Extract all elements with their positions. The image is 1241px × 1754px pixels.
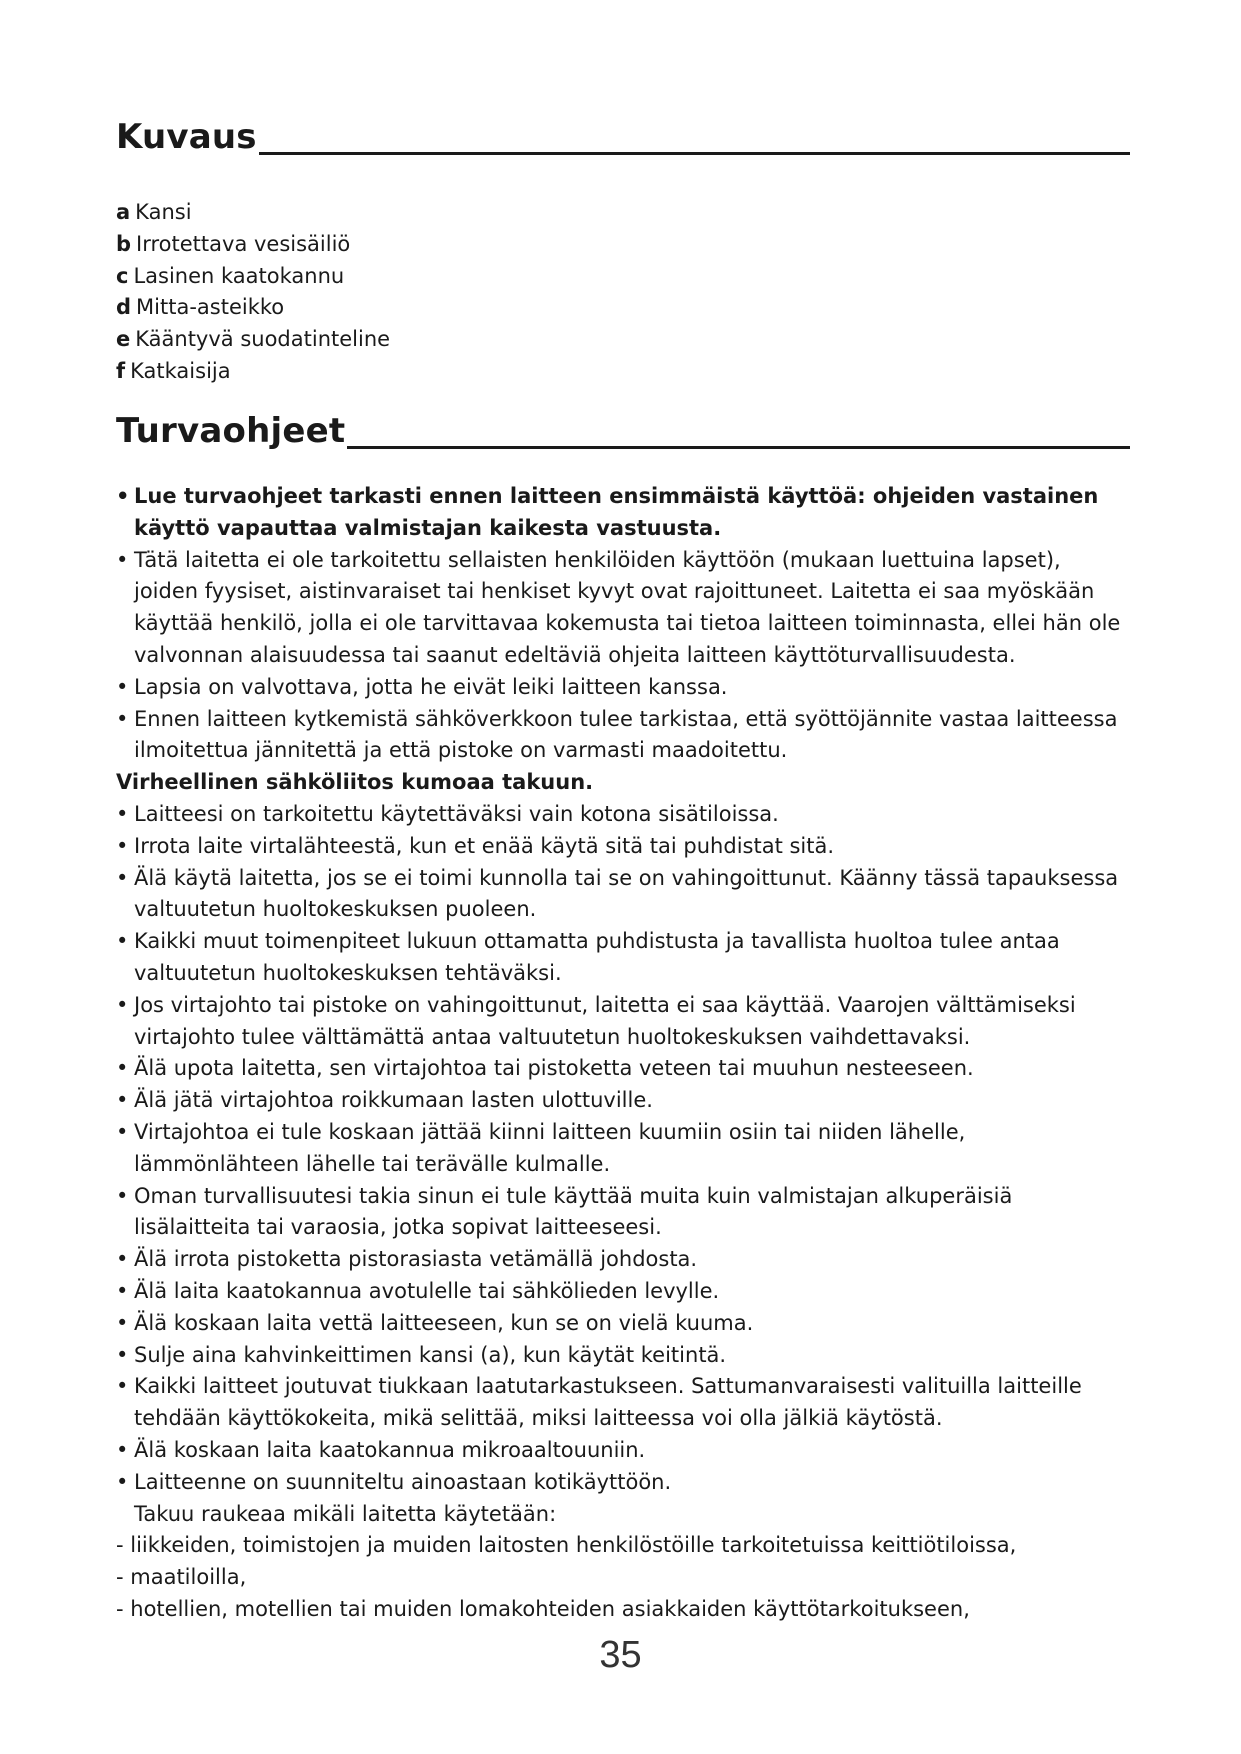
part-letter: a — [116, 200, 131, 224]
part-letter: f — [116, 358, 126, 383]
safety-item: • Lue turvaohjeet tarkasti ennen laitteen ensimmäistä käyttöä: ohjeiden vastainen käyttö vapauttaa valmistajan kaikesta vastuusta. — [116, 481, 1130, 545]
part-letter: b — [116, 231, 132, 256]
safety-item: • Tätä laitetta ei ole tarkoitettu sellaisten henkilöiden käyttöön (mukaan luettuina lapset), joiden fyysiset, aistinvaraiset tai henkiset kyvyt ovat rajoittuneet. Laitetta ei saa myöskään käyttää henkilö, jolla ei ole tarvittavaa kokemusta tai tietoa laitteen toiminnasta, ellei hän ole valvonnan alaisuudessa tai saanut edeltäviä ohjeita laitteen käyttöturvallisuudesta. — [116, 545, 1130, 672]
safety-title: Turvaohjeet — [116, 411, 346, 451]
safety-item: • Laitteenne on suunniteltu ainoastaan kotikäyttöön. — [116, 1467, 1130, 1499]
heading-rule — [347, 446, 1130, 449]
safety-instructions — [116, 481, 1130, 1626]
safety-item: • Älä koskaan laita vettä laitteeseen, kun se on vielä kuuma. — [116, 1308, 1130, 1340]
page-number: 35 — [599, 1634, 642, 1676]
part-label: Kansi — [135, 200, 192, 224]
safety-item: • Älä käytä laitetta, jos se ei toimi kunnolla tai se on vahingoittunut. Käänny tässä tapauksessa valtuutetun huoltokeskuksen puoleen. — [116, 863, 1130, 927]
warranty-exclusion: - maatiloilla, — [116, 1565, 247, 1590]
safety-item: • Sulje aina kahvinkeittimen kansi (a), kun käytät keitintä. — [116, 1340, 1130, 1372]
description-heading — [116, 117, 1130, 157]
safety-item: • Virtajohtoa ei tule koskaan jättää kiinni laitteen kuumiin osiin tai niiden lähelle, lämmönlähteen lähelle tai terävälle kulmalle. — [116, 1117, 1130, 1181]
warranty-exclusion: - liikkeiden, toimistojen ja muiden laitosten henkilöstöille tarkoitetuissa keittiötiloissa, — [116, 1533, 1017, 1558]
list-item — [116, 356, 390, 388]
warranty-note: Takuu raukeaa mikäli laitetta käytetään: — [134, 1501, 557, 1526]
safety-item: • Oman turvallisuutesi takia sinun ei tule käyttää muita kuin valmistajan alkuperäisiä lisälaitteita tai varaosia, jotka sopivat laitteeseesi. — [116, 1181, 1130, 1245]
list-item — [116, 324, 390, 356]
safety-item: • Älä upota laitetta, sen virtajohtoa tai pistoketta veteen tai muuhun nesteeseen. — [116, 1053, 1130, 1085]
heading-rule — [259, 152, 1130, 155]
safety-item: • Laitteesi on tarkoitettu käytettäväksi vain kotona sisätiloissa. — [116, 799, 1130, 831]
warranty-warning: Virheellinen sähköliitos kumoaa takuun. — [116, 770, 594, 795]
safety-item: • Kaikki muut toimenpiteet lukuun ottamatta puhdistusta ja tavallista huoltoa tulee antaa valtuutetun huoltokeskuksen tehtäväksi. — [116, 926, 1130, 990]
safety-item: • Älä jätä virtajohtoa roikkumaan lasten ulottuville. — [116, 1085, 1130, 1117]
safety-item: • Jos virtajohto tai pistoke on vahingoittunut, laitetta ei saa käyttää. Vaarojen välttämiseksi virtajohto tulee välttämättä antaa valtuutetun huoltokeskuksen vaihdettavaksi. — [116, 990, 1130, 1054]
part-letter: d — [116, 295, 132, 320]
part-label: Lasinen kaatokannu — [133, 263, 345, 288]
list-item — [116, 229, 390, 261]
part-label: Irrotettava vesisäiliö — [136, 231, 351, 256]
list-item — [116, 292, 390, 324]
warranty-exclusion: - hotellien, motellien tai muiden lomakohteiden asiakkaiden käyttötarkoitukseen, — [116, 1596, 970, 1621]
safety-item: • Älä laita kaatokannua avotulelle tai sähkölieden levylle. — [116, 1276, 1130, 1308]
safety-item: • Irrota laite virtalähteestä, kun et enää käytä sitä tai puhdistat sitä. — [116, 831, 1130, 863]
safety-heading — [116, 411, 1130, 451]
list-item — [116, 261, 390, 293]
safety-item: • Älä irrota pistoketta pistorasiasta vetämällä johdosta. — [116, 1244, 1130, 1276]
safety-item: • Kaikki laitteet joutuvat tiukkaan laatutarkastukseen. Sattumanvaraisesti valituilla laitteille tehdään käyttökokeita, mikä selittää, miksi laitteessa voi olla jälkiä käytöstä. — [116, 1371, 1130, 1435]
part-label: Katkaisija — [130, 358, 231, 383]
part-label: Kääntyvä suodatinteline — [135, 327, 391, 352]
part-label: Mitta-asteikko — [136, 295, 285, 320]
description-title: Kuvaus — [116, 117, 257, 157]
safety-item: • Lapsia on valvottava, jotta he eivät leiki laitteen kanssa. — [116, 672, 1130, 704]
safety-item: • Ennen laitteen kytkemistä sähköverkkoon tulee tarkistaa, että syöttöjännite vastaa laitteessa ilmoitettua jännitettä ja että pistoke on varmasti maadoitettu. — [116, 704, 1130, 768]
part-letter: c — [116, 263, 129, 288]
parts-list — [116, 197, 390, 388]
list-item — [116, 197, 390, 229]
safety-item: • Älä koskaan laita kaatokannua mikroaaltouuniin. — [116, 1435, 1130, 1467]
part-letter: e — [116, 327, 131, 352]
